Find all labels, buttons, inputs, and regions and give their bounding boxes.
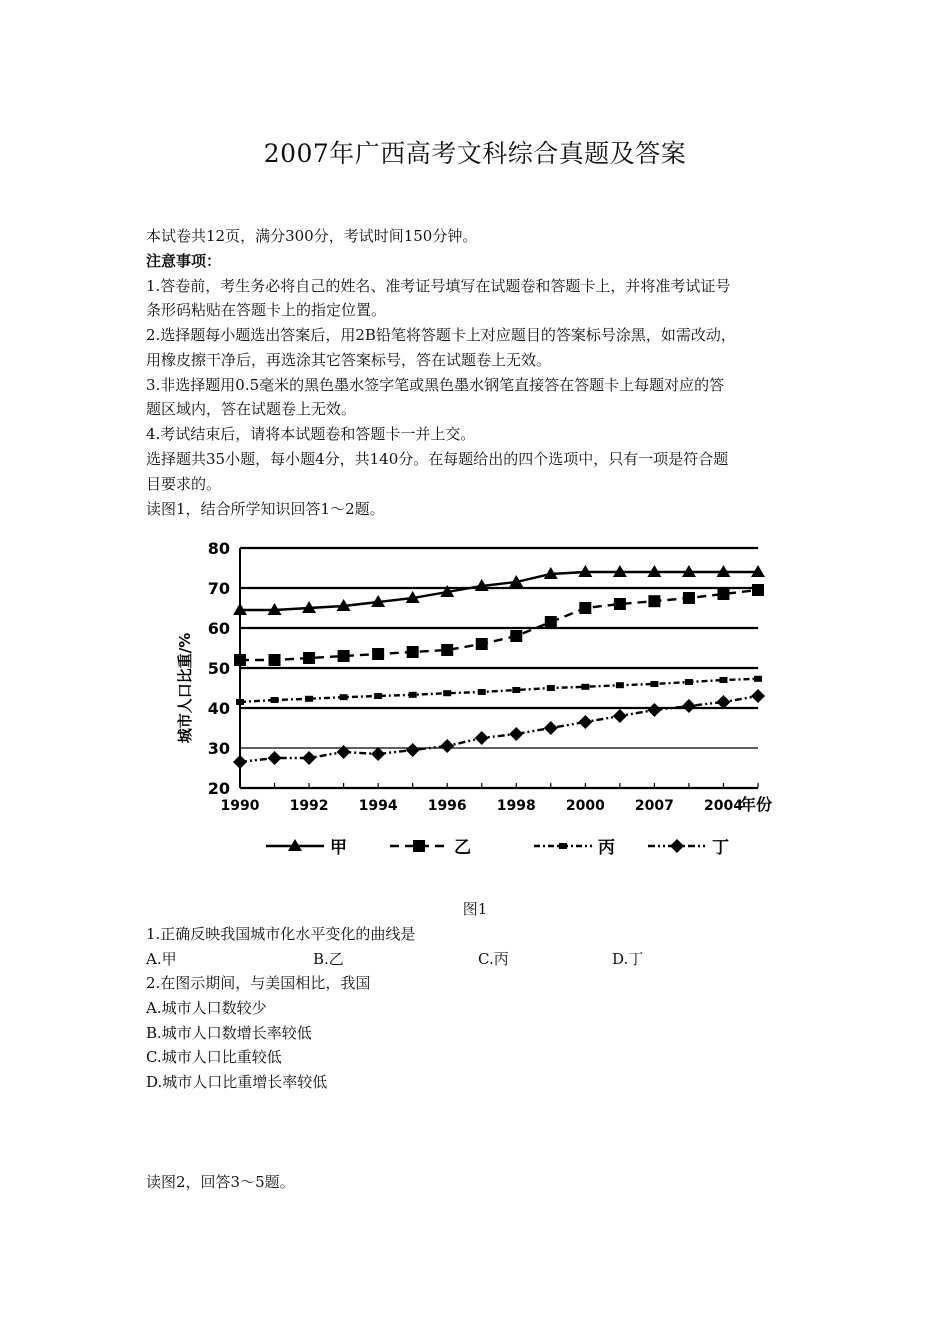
data-point [613,709,627,723]
y-tick-label: 80 [207,539,230,558]
notice-line: 1.答卷前，考生务必将自己的姓名、准考证号填写在试题卷和答题卡上，并将准考试证号 [146,277,731,295]
notice-heading: 注意事项： [146,252,222,270]
data-point [754,676,762,682]
data-point [478,689,486,695]
legend-marker [559,843,567,849]
series-line-甲 [240,572,758,610]
x-tick-label: 1992 [289,798,329,814]
q1-option-c[interactable]: C.丙 [478,950,509,968]
q2-option-a[interactable]: A.城市人口数较少 [146,999,267,1017]
data-point [719,677,727,683]
read-figure-1: 读图1，结合所学知识回答1～2题。 [146,500,385,518]
legend-label: 丙 [598,838,615,858]
x-tick-label: 1998 [496,798,536,814]
data-point [337,745,351,759]
data-point [409,692,417,698]
section-instructions: 目要求的。 [146,475,222,493]
section-instructions: 选择题共35小题，每小题4分，共140分。在每题给出的四个选项中，只有一项是符合题 [146,450,729,468]
notice-line: 4.考试结束后，请将本试题卷和答题卡一并上交。 [146,425,476,443]
q2-option-d[interactable]: D.城市人口比重增长率较低 [146,1073,328,1091]
data-point [269,654,281,666]
read-figure-2: 读图2，回答3～5题。 [146,1173,295,1191]
data-point [340,694,348,700]
x-axis-label: 年份 [739,795,773,814]
data-point [236,699,244,705]
series-line-乙 [240,590,758,660]
x-tick-label: 1994 [358,798,398,814]
y-axis-label: 城市人口比重/% [176,632,194,744]
y-tick-label: 30 [207,739,230,758]
data-point [305,696,313,702]
x-tick-label: 2004 [703,798,743,814]
data-point [547,685,555,691]
data-point [371,747,385,761]
data-point [372,648,384,660]
q1-option-b[interactable]: B.乙 [313,950,344,968]
data-point [752,584,764,596]
data-point [302,751,316,765]
data-point [407,646,419,658]
data-point [443,690,451,696]
y-tick-label: 60 [207,619,230,638]
data-point [647,703,661,717]
x-tick-label: 2000 [565,798,605,814]
data-point [751,689,765,703]
data-point [338,650,350,662]
data-point [271,697,279,703]
data-point [512,687,520,693]
data-point [545,616,557,628]
data-point [650,681,658,687]
data-point [303,652,315,664]
data-point [233,755,247,769]
x-tick-label: 1996 [427,798,467,814]
data-point [440,739,454,753]
x-tick-label: 1990 [220,798,260,814]
notice-line: 用橡皮擦干净后，再选涂其它答案标号，答在试题卷上无效。 [146,351,552,369]
data-point [616,682,624,688]
q1-option-d[interactable]: D.丁 [612,950,644,968]
notice-line: 条形码粘贴在答题卡上的指定位置。 [146,301,387,319]
q2-option-c[interactable]: C.城市人口比重较低 [146,1048,282,1066]
y-tick-label: 40 [207,699,230,718]
data-point [475,731,489,745]
q2-option-b[interactable]: B.城市人口数增长率较低 [146,1024,312,1042]
page-title: 2007年广西高考文科综合真题及答案 [263,139,687,168]
series-line-丁 [240,696,758,762]
data-point [509,727,523,741]
data-point [578,715,592,729]
data-point [544,721,558,735]
data-point [234,654,246,666]
chart-legend [266,838,729,858]
legend-marker [413,840,425,852]
data-point [510,630,522,642]
q1-option-a[interactable]: A.甲 [146,950,177,968]
question-1-stem: 1.正确反映我国城市化水平变化的曲线是 [146,925,416,943]
data-point [579,602,591,614]
notice-line: 2.选择题每小题选出答案后，用2B铅笔将答题卡上对应题目的答案标号涂黑，如需改动， [146,326,736,344]
legend-label: 甲 [330,838,347,858]
series-line-丙 [240,679,758,702]
legend-marker [670,839,684,853]
y-tick-label: 20 [207,779,230,798]
notice-line: 题区域内，答在试题卷上无效。 [146,400,357,418]
legend-label: 丁 [712,838,729,858]
data-point [683,592,695,604]
notice-line: 3.非选择题用0.5毫米的黑色墨水签字笔或黑色墨水钢笔直接答在答题卡上每题对应的答 [146,376,725,394]
figure-caption: 图1 [462,900,488,918]
legend-label: 乙 [454,838,471,858]
y-tick-label: 50 [207,659,230,678]
urbanization-chart [168,530,808,870]
chart-y-ticks [208,539,230,798]
data-point [268,751,282,765]
question-2-stem: 2.在图示期间，与美国相比，我国 [146,974,371,992]
data-point [717,588,729,600]
data-point [406,743,420,757]
x-tick-label: 2007 [634,798,674,814]
data-point [476,638,488,650]
y-tick-label: 70 [207,579,230,598]
data-point [374,693,382,699]
exam-intro: 本试卷共12页，满分300分，考试时间150分钟。 [146,227,478,245]
data-point [682,699,696,713]
data-point [648,595,660,607]
data-point [614,598,626,610]
data-point [581,684,589,690]
data-point [685,679,693,685]
data-point [441,644,453,656]
